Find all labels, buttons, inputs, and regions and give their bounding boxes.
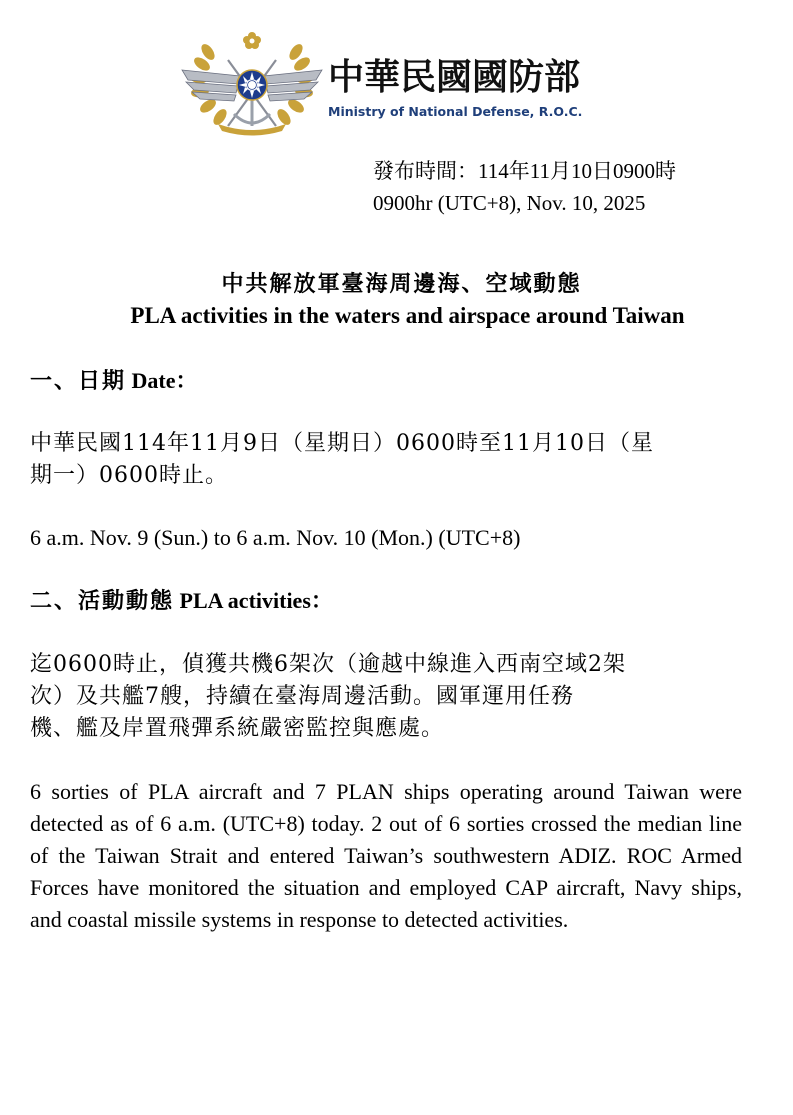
activities-body-cn-line: 機、艦及岸置飛彈系統嚴密監控與應處。 <box>30 716 445 741</box>
section-date-heading-cn: 一、日期 <box>30 368 127 394</box>
org-name-cn: 中華民國國防部 <box>328 57 581 98</box>
org-name-en: Ministry of National Defense, R.O.C. <box>328 104 583 119</box>
date-body-cn-line: 中華民國114年11月9日（星期日）0600時至11月10日（星 <box>30 431 654 456</box>
section-activities-heading-en: PLA activities： <box>179 588 333 613</box>
release-time-en: 0900hr (UTC+8), Nov. 10, 2025 <box>373 191 646 215</box>
section-date-heading <box>30 365 198 397</box>
title-cn: 中共解放軍臺海周邊海、空域動態 <box>221 271 582 297</box>
section-activities-heading-cn: 二、活動動態 <box>30 588 175 614</box>
release-time <box>373 155 676 219</box>
date-body-cn-line: 期一）0600時止。 <box>30 463 228 488</box>
activities-body-cn <box>30 649 765 745</box>
section-date-heading-en: Date： <box>131 368 198 393</box>
section-activities-heading <box>30 585 333 617</box>
date-body-cn <box>30 428 765 492</box>
date-body-en: 6 a.m. Nov. 9 (Sun.) to 6 a.m. Nov. 10 (Mon.) (UTC+8) <box>30 525 521 550</box>
activities-body-cn-line: 次）及共艦7艘，持續在臺海周邊活動。國軍運用任務 <box>30 684 574 709</box>
mnd-emblem-logo <box>178 30 326 136</box>
release-time-cn: 發布時間：114年11月10日0900時 <box>373 159 676 183</box>
activities-body-en: 6 sorties of PLA aircraft and 7 PLAN ships operating around Taiwan were detected as of 6 a.m. (UTC+8) today. 2 out of 6 sorties crossed the median line of the Taiwan Strait and entered Taiwan’s southwestern ADIZ. ROC Armed Forces have monitored the situation and employed CAP aircraft, Navy ships, and coastal missile systems in response to detected activities. <box>30 779 742 932</box>
activities-body-cn-line: 迄0600時止，偵獲共機6架次（逾越中線進入西南空域2架 <box>30 652 626 677</box>
title-en: PLA activities in the waters and airspace around Taiwan <box>130 303 685 328</box>
